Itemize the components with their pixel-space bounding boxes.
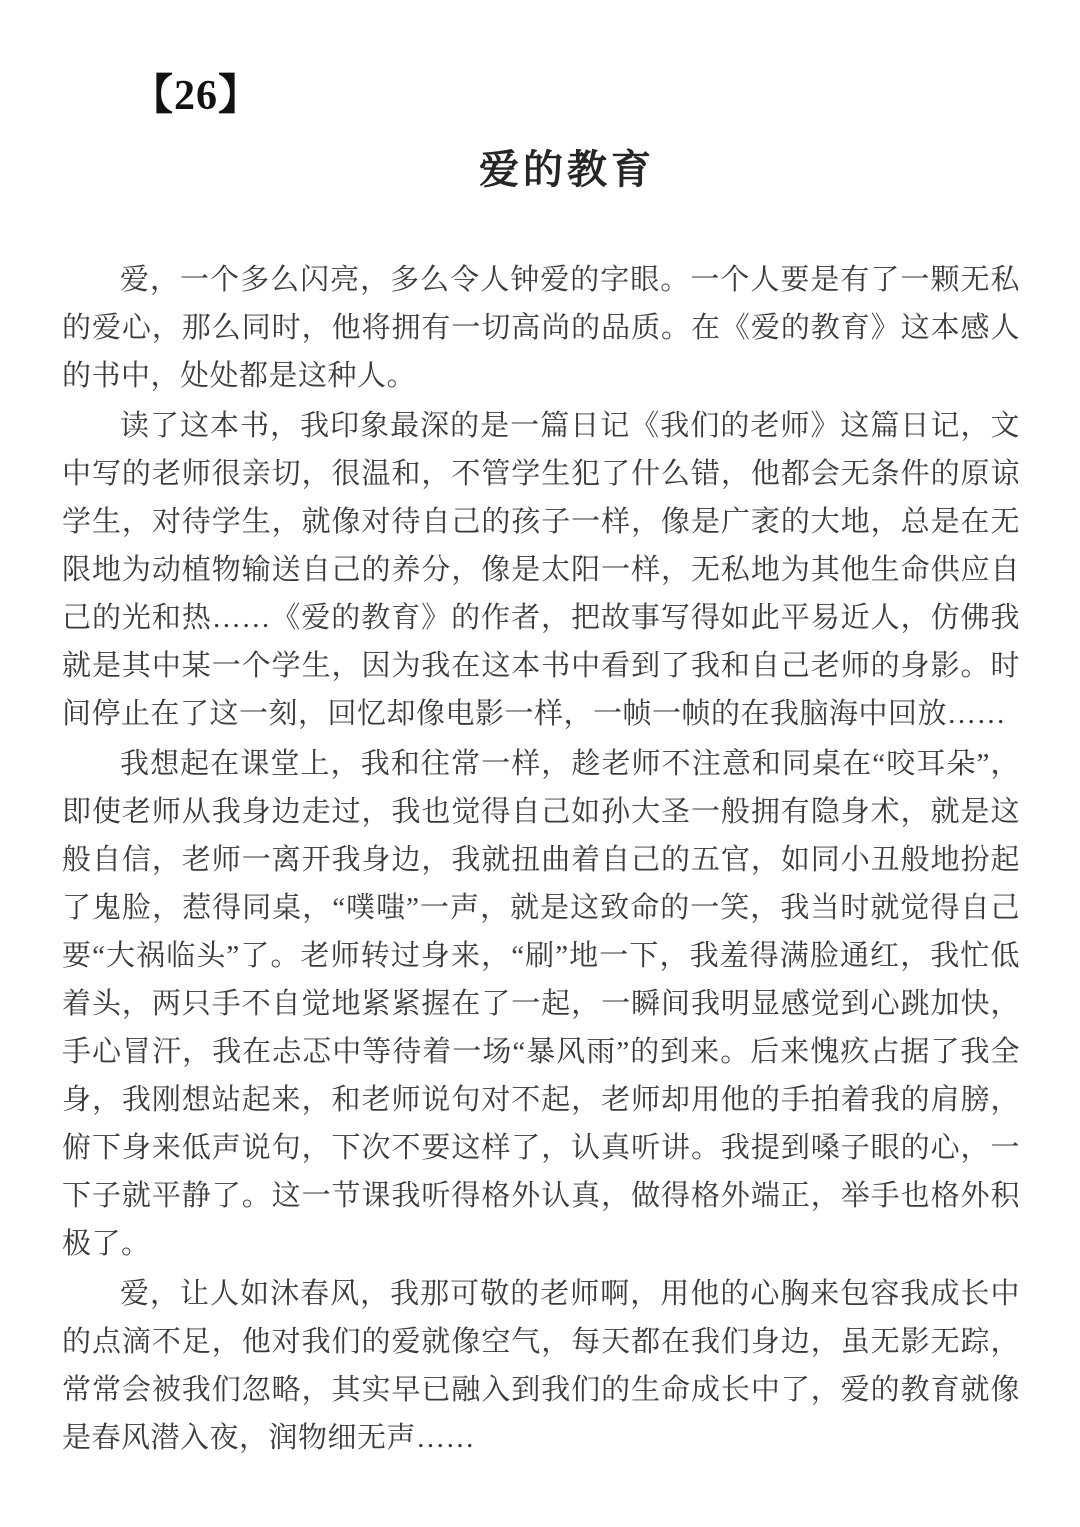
paragraph-4: 爱，让人如沐春风，我那可敬的老师啊，用他的心胸来包容我成长中的点滴不足，他对我们的爱就像空气，每天都在我们身边，虽无影无踪，常常会被我们忽略，其实早已融入到我们的生命成长中了，爱的教育就像是春风潜入夜，润物细无声……: [62, 1278, 1020, 1454]
essay-body: [62, 256, 1020, 1464]
section-number: 【26】: [131, 73, 262, 119]
paragraph-1: 爱，一个多么闪亮，多么令人钟爱的字眼。一个人要是有了一颗无私的爱心，那么同时，他将拥有一切高尚的品质。在《爱的教育》这本感人的书中，处处都是这种人。: [62, 264, 1020, 392]
page-title: 爱的教育: [479, 147, 655, 192]
paragraph-3: 我想起在课堂上，我和往常一样，趁老师不注意和同桌在“咬耳朵”，即使老师从我身边走过，我也觉得自己如孙大圣一般拥有隐身术，就是这般自信，老师一离开我身边，我就扭曲着自己的五官，如同小丑般地扮起了鬼脸，惹得同桌，“噗嗤”一声，就是这致命的一笑，我当时就觉得自己要“大祸临头”了。老师转过身来，“刷”地一下，我羞得满脸通红，我忙低着头，两只手不自觉地紧紧握在了一起，一瞬间我明显感觉到心跳加快，手心冒汗，我在忐忑中等待着一场“暴风雨”的到来。后来愧疚占据了我全身，我刚想站起来，和老师说句对不起，老师却用他的手拍着我的肩膀，俯下身来低声说句，下次不要这样了，认真听讲。我提到嗓子眼的心，一下子就平静了。这一节课我听得格外认真，做得格外端正，举手也格外积极了。: [62, 748, 1020, 1260]
paragraph-2: 读了这本书，我印象最深的是一篇日记《我们的老师》这篇日记，文中写的老师很亲切，很温和，不管学生犯了什么错，他都会无条件的原谅学生，对待学生，就像对待自己的孩子一样，像是广袤的大地，总是在无限地为动植物输送自己的养分，像是太阳一样，无私地为其他生命供应自己的光和热……《爱的教育》的作者，把故事写得如此平易近人，仿佛我就是其中某一个学生，因为我在这本书中看到了我和自己老师的身影。时间停止在了这一刻，回忆却像电影一样，一帧一帧的在我脑海中回放……: [62, 410, 1020, 730]
title-row: [27, 138, 1080, 195]
